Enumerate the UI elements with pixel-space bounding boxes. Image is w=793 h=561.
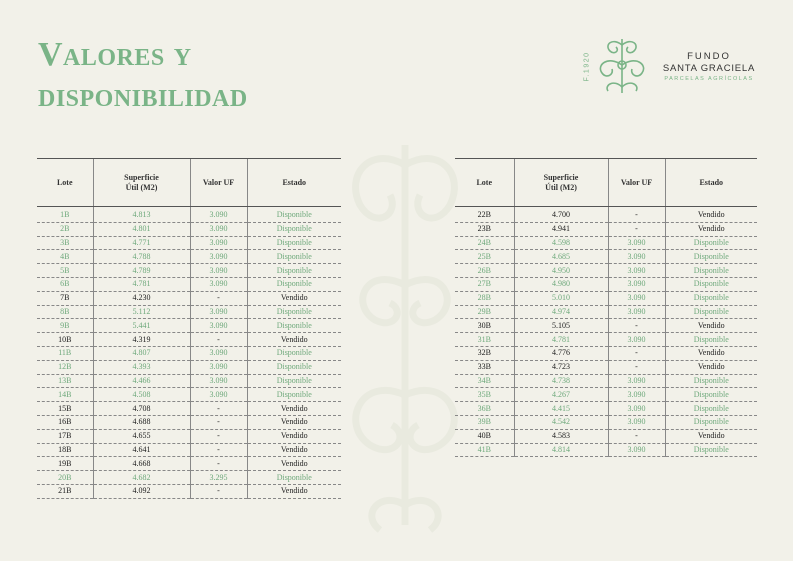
cell-estado: Vendido xyxy=(247,484,341,498)
table-row xyxy=(37,291,341,305)
cell-lote: 11B xyxy=(37,346,93,360)
cell-valor-uf: 3.090 xyxy=(190,319,247,333)
cell-superficie: 4.415 xyxy=(514,402,608,416)
cell-superficie: 5.112 xyxy=(93,305,190,319)
table-row xyxy=(37,415,341,429)
cell-estado: Disponible xyxy=(665,250,757,264)
cell-valor-uf: - xyxy=(190,333,247,347)
table-row xyxy=(37,250,341,264)
cell-lote: 12B xyxy=(37,360,93,374)
cell-lote: 6B xyxy=(37,277,93,291)
table-row xyxy=(455,305,757,319)
brand-line-1: FUNDO xyxy=(687,51,731,62)
cell-superficie: 4.771 xyxy=(93,236,190,250)
cell-lote: 2B xyxy=(37,222,93,236)
cell-estado: Vendido xyxy=(247,333,341,347)
cell-superficie: 4.583 xyxy=(514,429,608,443)
table-row xyxy=(37,277,341,291)
cell-valor-uf: - xyxy=(608,207,665,223)
cell-estado: Disponible xyxy=(665,333,757,347)
table-row xyxy=(455,443,757,457)
cell-valor-uf: 3.090 xyxy=(608,264,665,278)
table-row xyxy=(455,429,757,443)
cell-estado: Vendido xyxy=(247,291,341,305)
table-row xyxy=(455,236,757,250)
monogram-icon xyxy=(594,35,650,97)
cell-lote: 32B xyxy=(455,346,514,360)
table-row xyxy=(455,402,757,416)
cell-valor-uf: 3.090 xyxy=(608,415,665,429)
table-row xyxy=(37,443,341,457)
cell-superficie: 4.668 xyxy=(93,457,190,471)
cell-estado: Disponible xyxy=(247,388,341,402)
table-row xyxy=(37,374,341,388)
cell-valor-uf: 3.090 xyxy=(190,236,247,250)
cell-valor-uf: - xyxy=(190,457,247,471)
table-row xyxy=(455,291,757,305)
cell-superficie: 4.941 xyxy=(514,222,608,236)
cell-superficie: 4.950 xyxy=(514,264,608,278)
cell-valor-uf: 3.090 xyxy=(190,374,247,388)
cell-estado: Vendido xyxy=(665,346,757,360)
cell-superficie: 4.542 xyxy=(514,415,608,429)
cell-lote: 30B xyxy=(455,319,514,333)
cell-estado: Disponible xyxy=(247,374,341,388)
cell-lote: 10B xyxy=(37,333,93,347)
page-title xyxy=(38,34,248,116)
header-superficie: Superficie Útil (M2) xyxy=(93,159,190,207)
cell-lote: 14B xyxy=(37,388,93,402)
cell-lote: 41B xyxy=(455,443,514,457)
cell-superficie: 4.738 xyxy=(514,374,608,388)
brand-line-2: SANTA GRACIELA xyxy=(662,63,756,74)
cell-lote: 23B xyxy=(455,222,514,236)
cell-superficie: 4.813 xyxy=(93,207,190,223)
table-row xyxy=(37,360,341,374)
cell-estado: Disponible xyxy=(665,277,757,291)
cell-superficie: 4.723 xyxy=(514,360,608,374)
cell-valor-uf: 3.090 xyxy=(608,374,665,388)
cell-superficie: 4.230 xyxy=(93,291,190,305)
cell-valor-uf: - xyxy=(608,360,665,374)
cell-estado: Disponible xyxy=(247,222,341,236)
table-row xyxy=(455,319,757,333)
cell-estado: Disponible xyxy=(665,305,757,319)
cell-superficie: 4.980 xyxy=(514,277,608,291)
cell-estado: Vendido xyxy=(247,415,341,429)
cell-lote: 16B xyxy=(37,415,93,429)
table-row xyxy=(455,264,757,278)
cell-superficie: 4.685 xyxy=(514,250,608,264)
table-row xyxy=(455,388,757,402)
cell-superficie: 4.641 xyxy=(93,443,190,457)
cell-estado: Disponible xyxy=(247,277,341,291)
cell-valor-uf: 3.090 xyxy=(190,277,247,291)
cell-valor-uf: 3.090 xyxy=(190,250,247,264)
table-row xyxy=(37,305,341,319)
cell-lote: 1B xyxy=(37,207,93,223)
cell-valor-uf: 3.090 xyxy=(190,360,247,374)
header-superficie: Superficie Útil (M2) xyxy=(514,159,608,207)
cell-superficie: 4.393 xyxy=(93,360,190,374)
cell-valor-uf: 3.090 xyxy=(608,388,665,402)
cell-lote: 19B xyxy=(37,457,93,471)
lots-table-right xyxy=(455,158,757,457)
header-valor-uf: Valor UF xyxy=(608,159,665,207)
title-line-2: disponibilidad xyxy=(38,77,248,114)
cell-estado: Vendido xyxy=(247,457,341,471)
cell-valor-uf: 3.090 xyxy=(608,236,665,250)
cell-lote: 4B xyxy=(37,250,93,264)
cell-superficie: 4.508 xyxy=(93,388,190,402)
cell-estado: Vendido xyxy=(247,429,341,443)
cell-valor-uf: 3.090 xyxy=(190,346,247,360)
cell-lote: 8B xyxy=(37,305,93,319)
cell-superficie: 4.319 xyxy=(93,333,190,347)
cell-valor-uf: - xyxy=(190,415,247,429)
cell-superficie: 4.466 xyxy=(93,374,190,388)
table-row xyxy=(37,319,341,333)
cell-superficie: 4.688 xyxy=(93,415,190,429)
cell-valor-uf: - xyxy=(190,429,247,443)
cell-valor-uf: - xyxy=(190,484,247,498)
table-row xyxy=(37,402,341,416)
table-row xyxy=(455,250,757,264)
cell-estado: Disponible xyxy=(247,471,341,485)
cell-lote: 29B xyxy=(455,305,514,319)
cell-estado: Disponible xyxy=(247,305,341,319)
cell-valor-uf: 3.090 xyxy=(608,333,665,347)
cell-estado: Disponible xyxy=(247,264,341,278)
cell-lote: 27B xyxy=(455,277,514,291)
cell-valor-uf: 3.090 xyxy=(190,264,247,278)
cell-estado: Disponible xyxy=(665,402,757,416)
table-row xyxy=(37,222,341,236)
table-row xyxy=(37,264,341,278)
cell-valor-uf: - xyxy=(608,429,665,443)
cell-valor-uf: 3.090 xyxy=(190,222,247,236)
cell-superficie: 4.781 xyxy=(514,333,608,347)
cell-lote: 18B xyxy=(37,443,93,457)
cell-superficie: 4.814 xyxy=(514,443,608,457)
cell-superficie: 5.010 xyxy=(514,291,608,305)
table-row xyxy=(455,207,757,223)
cell-valor-uf: - xyxy=(608,319,665,333)
cell-superficie: 4.700 xyxy=(514,207,608,223)
cell-superficie: 4.807 xyxy=(93,346,190,360)
cell-estado: Disponible xyxy=(665,415,757,429)
title-line-1: Valores y xyxy=(38,36,192,73)
cell-superficie: 4.781 xyxy=(93,277,190,291)
cell-superficie: 4.776 xyxy=(514,346,608,360)
cell-estado: Vendido xyxy=(247,402,341,416)
cell-superficie: 4.801 xyxy=(93,222,190,236)
cell-superficie: 4.788 xyxy=(93,250,190,264)
cell-lote: 3B xyxy=(37,236,93,250)
table-row xyxy=(455,415,757,429)
cell-superficie: 5.105 xyxy=(514,319,608,333)
cell-valor-uf: 3.090 xyxy=(608,443,665,457)
cell-estado: Disponible xyxy=(247,319,341,333)
header-lote: Lote xyxy=(37,159,93,207)
lots-table-left xyxy=(37,158,341,499)
cell-valor-uf: 3.090 xyxy=(190,388,247,402)
cell-superficie: 5.441 xyxy=(93,319,190,333)
cell-valor-uf: 3.090 xyxy=(190,207,247,223)
cell-estado: Vendido xyxy=(247,443,341,457)
table-row xyxy=(37,471,341,485)
cell-superficie: 4.974 xyxy=(514,305,608,319)
cell-estado: Disponible xyxy=(665,236,757,250)
cell-estado: Disponible xyxy=(247,236,341,250)
table-row xyxy=(37,429,341,443)
cell-valor-uf: 3.090 xyxy=(608,277,665,291)
cell-superficie: 4.598 xyxy=(514,236,608,250)
cell-estado: Disponible xyxy=(665,291,757,305)
table-row xyxy=(455,360,757,374)
table-row xyxy=(37,236,341,250)
cell-lote: 40B xyxy=(455,429,514,443)
cell-lote: 13B xyxy=(37,374,93,388)
cell-valor-uf: - xyxy=(608,346,665,360)
cell-estado: Disponible xyxy=(665,264,757,278)
cell-valor-uf: - xyxy=(608,222,665,236)
cell-lote: 20B xyxy=(37,471,93,485)
cell-superficie: 4.708 xyxy=(93,402,190,416)
table-row xyxy=(37,484,341,498)
table-row xyxy=(37,346,341,360)
header-lote: Lote xyxy=(455,159,514,207)
cell-superficie: 4.267 xyxy=(514,388,608,402)
cell-lote: 7B xyxy=(37,291,93,305)
cell-lote: 5B xyxy=(37,264,93,278)
cell-superficie: 4.092 xyxy=(93,484,190,498)
header-valor-uf: Valor UF xyxy=(190,159,247,207)
cell-lote: 35B xyxy=(455,388,514,402)
cell-lote: 25B xyxy=(455,250,514,264)
founded-year: F.1920 xyxy=(583,51,591,82)
cell-lote: 24B xyxy=(455,236,514,250)
cell-estado: Vendido xyxy=(665,319,757,333)
table-row xyxy=(37,457,341,471)
cell-estado: Vendido xyxy=(665,207,757,223)
brand-line-3: PARCELAS AGRÍCOLAS xyxy=(664,76,754,82)
cell-lote: 17B xyxy=(37,429,93,443)
cell-valor-uf: - xyxy=(190,443,247,457)
cell-valor-uf: 3.295 xyxy=(190,471,247,485)
table-row xyxy=(37,207,341,223)
cell-lote: 22B xyxy=(455,207,514,223)
table-row xyxy=(455,222,757,236)
cell-lote: 36B xyxy=(455,402,514,416)
cell-lote: 31B xyxy=(455,333,514,347)
cell-lote: 39B xyxy=(455,415,514,429)
header-estado: Estado xyxy=(665,159,757,207)
cell-superficie: 4.655 xyxy=(93,429,190,443)
cell-lote: 15B xyxy=(37,402,93,416)
cell-estado: Disponible xyxy=(247,250,341,264)
cell-lote: 28B xyxy=(455,291,514,305)
cell-superficie: 4.682 xyxy=(93,471,190,485)
cell-estado: Disponible xyxy=(665,388,757,402)
cell-lote: 21B xyxy=(37,484,93,498)
header-estado: Estado xyxy=(247,159,341,207)
cell-valor-uf: - xyxy=(190,402,247,416)
cell-valor-uf: 3.090 xyxy=(608,305,665,319)
cell-valor-uf: - xyxy=(190,291,247,305)
cell-valor-uf: 3.090 xyxy=(608,250,665,264)
cell-estado: Disponible xyxy=(247,346,341,360)
cell-estado: Disponible xyxy=(665,374,757,388)
cell-lote: 26B xyxy=(455,264,514,278)
brand-logo xyxy=(580,35,770,97)
cell-superficie: 4.789 xyxy=(93,264,190,278)
cell-valor-uf: 3.090 xyxy=(608,291,665,305)
cell-lote: 33B xyxy=(455,360,514,374)
table-row xyxy=(37,333,341,347)
cell-valor-uf: 3.090 xyxy=(608,402,665,416)
cell-lote: 9B xyxy=(37,319,93,333)
cell-estado: Disponible xyxy=(247,360,341,374)
cell-estado: Vendido xyxy=(665,429,757,443)
cell-valor-uf: 3.090 xyxy=(190,305,247,319)
cell-estado: Vendido xyxy=(665,222,757,236)
table-row xyxy=(455,333,757,347)
table-row xyxy=(37,388,341,402)
cell-estado: Vendido xyxy=(665,360,757,374)
table-row xyxy=(455,346,757,360)
cell-estado: Disponible xyxy=(665,443,757,457)
table-row xyxy=(455,374,757,388)
table-row xyxy=(455,277,757,291)
cell-estado: Disponible xyxy=(247,207,341,223)
cell-lote: 34B xyxy=(455,374,514,388)
